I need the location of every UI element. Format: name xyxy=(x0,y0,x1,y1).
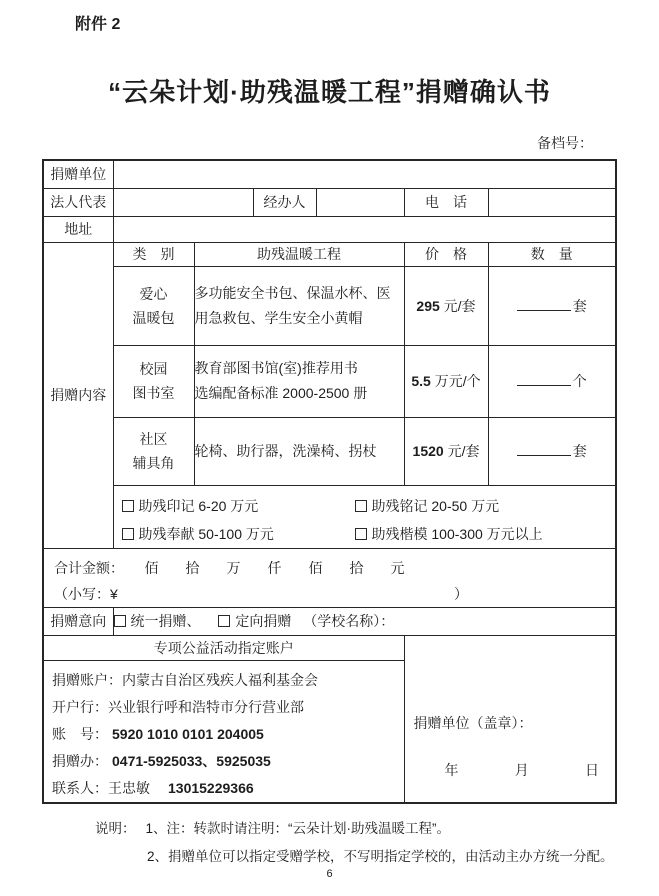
tier-option xyxy=(355,524,616,544)
item-description xyxy=(194,266,404,345)
item-desc-line2: 用急救包、学生安全小黄帽 xyxy=(194,309,363,326)
intent-option-directed: 定向捐赠 xyxy=(235,613,292,629)
checkbox-icon[interactable] xyxy=(114,615,126,627)
bank-line-label: 账 号： xyxy=(52,726,108,742)
bank-line-label: 捐赠账户： xyxy=(52,672,122,688)
legal-rep-input-cell[interactable] xyxy=(113,188,253,216)
item-quantity-cell xyxy=(488,345,616,417)
item-category-line1: 校园 xyxy=(139,361,168,377)
donation-content-label: 捐赠内容 xyxy=(43,242,113,548)
amount-unit[interactable]: 拾 xyxy=(185,559,200,576)
quantity-unit: 个 xyxy=(572,373,587,389)
item-description xyxy=(194,417,404,485)
amount-in-figures-line[interactable] xyxy=(44,581,615,607)
row-donor-unit xyxy=(43,160,616,188)
bank-line-office-phone xyxy=(52,748,404,775)
item-quantity-cell xyxy=(488,266,616,345)
amount-unit[interactable]: 仟 xyxy=(267,559,282,576)
tier-label: 助残铭记 20-50 万元 xyxy=(371,497,500,514)
column-price: 价 格 xyxy=(404,242,488,266)
item-price-unit: 万元/个 xyxy=(434,373,481,389)
row-total-amount xyxy=(43,548,616,607)
column-project: 助残温暖工程 xyxy=(194,242,404,266)
item-price xyxy=(404,417,488,485)
item-desc-line1: 教育部图书馆(室)推荐用书 xyxy=(194,360,358,376)
tier-label: 助残奉献 50-100 万元 xyxy=(138,525,274,542)
bank-line-text: 王忠敏 xyxy=(108,780,164,796)
total-amount-cell xyxy=(43,548,616,607)
checkbox-icon[interactable] xyxy=(218,615,230,627)
bank-line-account-name xyxy=(52,667,404,694)
item-category-line1: 社区 xyxy=(139,431,168,447)
row-legal-rep xyxy=(43,188,616,216)
tier-option xyxy=(122,496,355,516)
item-category-line1: 爱心 xyxy=(139,285,168,302)
legal-rep-label: 法人代表 xyxy=(43,188,113,216)
amount-figures-label: （小写：¥ xyxy=(54,585,118,602)
item-price-number: 5.5 xyxy=(411,373,431,389)
checkbox-icon[interactable] xyxy=(122,528,134,540)
row-donation-intent xyxy=(43,607,616,635)
column-category: 类 别 xyxy=(113,242,194,266)
tier-option xyxy=(355,496,616,516)
item-desc-line1: 多功能安全书包、保温水杯、医 xyxy=(194,284,391,301)
row-category-header xyxy=(43,242,616,266)
tier-label: 助残印记 6-20 万元 xyxy=(138,497,259,514)
address-label: 地址 xyxy=(43,216,113,242)
row-address xyxy=(43,216,616,242)
bank-line-label: 开户行： xyxy=(52,699,108,715)
amount-unit[interactable]: 元 xyxy=(390,559,405,576)
quantity-blank-line[interactable] xyxy=(517,296,571,311)
notes-label: 说明： xyxy=(95,821,136,836)
date-line[interactable] xyxy=(405,760,616,780)
intent-option-unified: 统一捐赠、 xyxy=(130,613,201,629)
item-price-number: 295 xyxy=(416,297,440,314)
item-category xyxy=(113,345,194,417)
bank-line-text: 内蒙古自治区残疾人福利基金会 xyxy=(122,672,318,688)
item-desc-line2: 选编配备标准 2000-2500 册 xyxy=(194,385,368,401)
account-header: 专项公益活动指定账户 xyxy=(44,636,404,661)
item-price-unit: 元/套 xyxy=(443,297,476,314)
amount-unit[interactable]: 佰 xyxy=(144,559,159,576)
tier-option xyxy=(122,524,355,544)
donation-intent-label: 捐赠意向 xyxy=(43,607,113,635)
page-number: 6 xyxy=(326,868,333,880)
agent-label: 经办人 xyxy=(253,188,316,216)
filing-number-label: 备档号： xyxy=(537,135,593,151)
notes-section xyxy=(95,815,635,871)
quantity-blank-line[interactable] xyxy=(517,371,571,386)
attachment-label: 附件 2 xyxy=(75,16,121,33)
item-quantity-cell xyxy=(488,417,616,485)
bank-line-text: 兴业银行呼和浩特市分行营业部 xyxy=(108,699,304,715)
bank-line-contact-person xyxy=(52,775,404,802)
item-description xyxy=(194,345,404,417)
date-day-label: 日 xyxy=(585,761,599,778)
row-donation-tiers xyxy=(43,485,616,548)
row-item-aids-corner xyxy=(43,417,616,485)
note-line-2: 2、捐赠单位可以指定受赠学校，不写明指定学校的，由活动主办方统一分配。 xyxy=(147,849,614,864)
row-item-warm-pack xyxy=(43,266,616,345)
phone-input-cell[interactable] xyxy=(488,188,616,216)
item-category xyxy=(113,266,194,345)
bank-line-number: 0471-5925033、5925035 xyxy=(112,753,271,769)
donor-unit-input-cell[interactable] xyxy=(113,160,616,188)
item-price-unit: 元/套 xyxy=(447,443,480,459)
address-input-cell[interactable] xyxy=(113,216,616,242)
amount-close-paren: ） xyxy=(454,585,468,602)
donor-seal-cell[interactable] xyxy=(404,635,616,803)
total-amount-label: 合计金额： xyxy=(54,559,124,576)
donation-intent-options xyxy=(113,607,616,635)
row-account-and-seal xyxy=(43,635,616,803)
note-line-1: 1、注：转款时请注明：“云朵计划·助残温暖工程”。 xyxy=(145,821,450,836)
donation-form-table xyxy=(42,159,617,804)
checkbox-icon[interactable] xyxy=(355,528,367,540)
item-category-line2: 图书室 xyxy=(132,385,175,401)
item-price xyxy=(404,266,488,345)
item-category-line2: 温暖包 xyxy=(132,309,175,326)
quantity-unit: 套 xyxy=(572,443,587,459)
agent-input-cell[interactable] xyxy=(316,188,404,216)
date-year-label: 年 xyxy=(444,761,459,778)
bank-line-bank-branch xyxy=(52,694,404,721)
amount-unit[interactable]: 佰 xyxy=(308,559,323,576)
item-category xyxy=(113,417,194,485)
seal-label: 捐赠单位（盖章）： xyxy=(413,714,533,731)
item-price xyxy=(404,345,488,417)
bank-line-account-number xyxy=(52,721,404,748)
donation-tiers-cell xyxy=(113,485,616,548)
checkbox-icon[interactable] xyxy=(122,500,134,512)
item-category-line2: 辅具角 xyxy=(132,455,175,471)
checkbox-icon[interactable] xyxy=(355,500,367,512)
amount-in-words-line xyxy=(44,549,615,579)
bank-line-number: 13015229366 xyxy=(168,780,254,796)
date-month-label: 月 xyxy=(514,761,529,778)
bank-line-label: 联系人： xyxy=(52,780,108,796)
item-price-number: 1520 xyxy=(412,443,444,459)
quantity-blank-line[interactable] xyxy=(517,441,571,456)
amount-unit[interactable]: 万 xyxy=(226,559,241,576)
donor-unit-label: 捐赠单位 xyxy=(43,160,113,188)
bank-line-label: 捐赠办： xyxy=(52,753,108,769)
school-name-label: （学校名称）： xyxy=(303,613,395,629)
page-title: “云朵计划·助残温暖工程”捐赠确认书 xyxy=(108,77,551,107)
bank-line-number: 5920 1010 0101 204005 xyxy=(112,726,264,742)
bank-details xyxy=(44,661,404,802)
amount-unit[interactable]: 拾 xyxy=(349,559,364,576)
quantity-unit: 套 xyxy=(572,297,587,314)
item-desc-line1: 轮椅、助行器，洗澡椅、拐杖 xyxy=(194,442,377,459)
designated-account-cell xyxy=(43,635,404,803)
tier-label: 助残楷模 100-300 万元以上 xyxy=(371,525,543,542)
column-quantity: 数 量 xyxy=(488,242,616,266)
phone-label: 电 话 xyxy=(404,188,488,216)
row-item-library xyxy=(43,345,616,417)
